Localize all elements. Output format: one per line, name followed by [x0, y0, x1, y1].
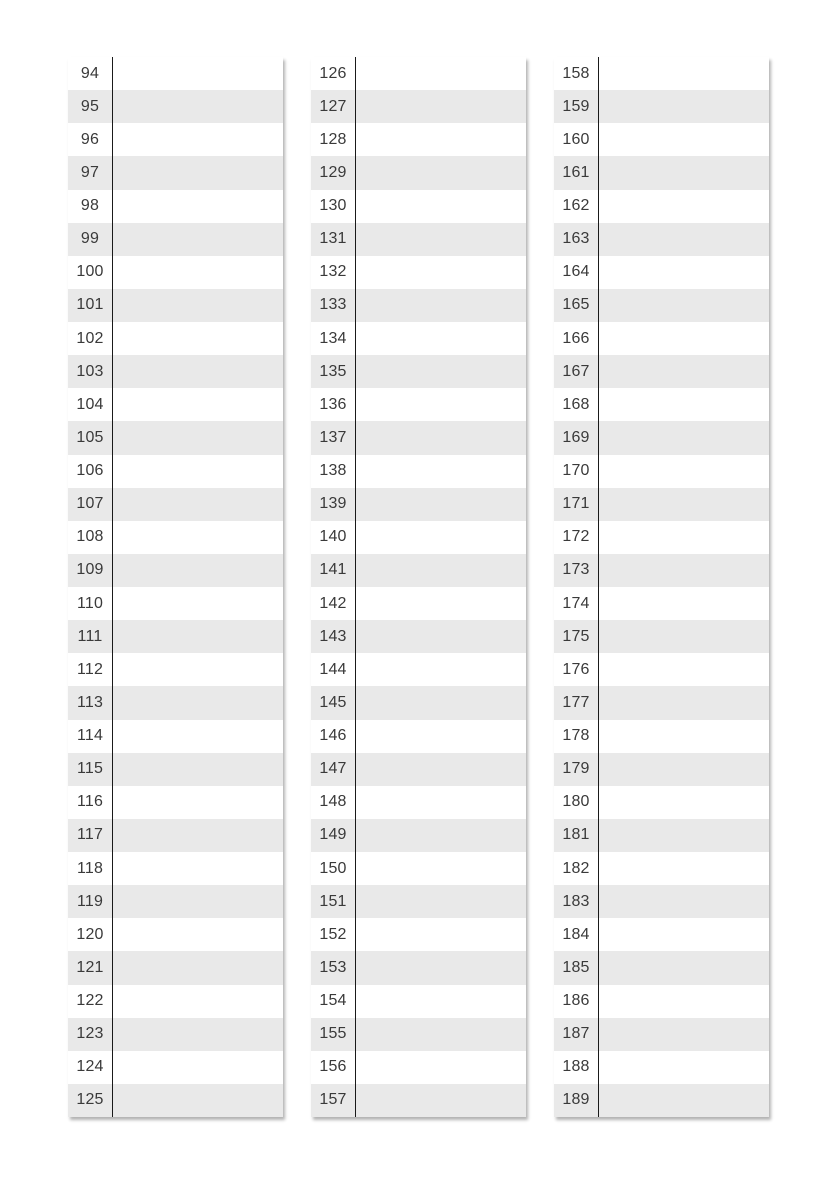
- list-row: [554, 256, 769, 289]
- row-number: 168: [562, 395, 590, 413]
- entry-field[interactable]: [355, 1051, 526, 1084]
- list-row: [311, 918, 526, 951]
- entry-field[interactable]: [355, 289, 526, 322]
- row-number: 184: [562, 925, 590, 943]
- entry-field[interactable]: [112, 653, 283, 686]
- row-number: 102: [76, 329, 104, 347]
- entry-field[interactable]: [355, 620, 526, 653]
- list-row: [311, 488, 526, 521]
- row-number: 109: [76, 561, 104, 579]
- row-list: [554, 57, 769, 1117]
- row-number: 164: [562, 263, 590, 281]
- entry-field[interactable]: [112, 852, 283, 885]
- list-row: [68, 720, 283, 753]
- row-number: 177: [562, 693, 590, 711]
- list-row: [311, 190, 526, 223]
- list-row: [68, 1018, 283, 1051]
- row-number: 169: [562, 428, 590, 446]
- list-row: [68, 355, 283, 388]
- entry-field[interactable]: [598, 223, 769, 256]
- list-row: [68, 223, 283, 256]
- row-number: 154: [319, 992, 347, 1010]
- row-number: 136: [319, 395, 347, 413]
- list-row: [311, 256, 526, 289]
- entry-field[interactable]: [355, 521, 526, 554]
- entry-field[interactable]: [112, 587, 283, 620]
- entry-field[interactable]: [112, 1018, 283, 1051]
- list-row: [311, 951, 526, 984]
- list-row: [68, 256, 283, 289]
- row-number: 157: [319, 1091, 347, 1109]
- list-row: [554, 985, 769, 1018]
- entry-field[interactable]: [355, 156, 526, 189]
- entry-field[interactable]: [355, 1084, 526, 1117]
- row-number: 134: [319, 329, 347, 347]
- row-number: 161: [562, 163, 590, 181]
- entry-field[interactable]: [598, 256, 769, 289]
- row-number: 122: [76, 992, 104, 1010]
- list-row: [554, 322, 769, 355]
- entry-field[interactable]: [355, 753, 526, 786]
- list-row: [68, 819, 283, 852]
- list-row: [554, 455, 769, 488]
- list-row: [311, 57, 526, 90]
- entry-field[interactable]: [598, 388, 769, 421]
- list-row: [311, 1051, 526, 1084]
- row-number: 181: [562, 826, 590, 844]
- row-number: 133: [319, 296, 347, 314]
- list-row: [554, 57, 769, 90]
- entry-field[interactable]: [112, 885, 283, 918]
- row-number: 127: [319, 97, 347, 115]
- list-row: [554, 951, 769, 984]
- row-number: 130: [319, 197, 347, 215]
- entry-field[interactable]: [355, 322, 526, 355]
- list-row: [68, 1084, 283, 1117]
- entry-field[interactable]: [598, 1018, 769, 1051]
- entry-field[interactable]: [355, 223, 526, 256]
- entry-field[interactable]: [355, 985, 526, 1018]
- row-number: 129: [319, 163, 347, 181]
- entry-field[interactable]: [355, 653, 526, 686]
- row-number: 182: [562, 859, 590, 877]
- row-number: 186: [562, 992, 590, 1010]
- entry-field[interactable]: [598, 521, 769, 554]
- entry-field[interactable]: [355, 455, 526, 488]
- entry-field[interactable]: [355, 918, 526, 951]
- row-number: 175: [562, 627, 590, 645]
- entry-field[interactable]: [355, 421, 526, 454]
- entry-field[interactable]: [355, 554, 526, 587]
- row-number: 117: [76, 826, 104, 844]
- list-row: [311, 554, 526, 587]
- list-row: [311, 322, 526, 355]
- entry-field[interactable]: [355, 123, 526, 156]
- list-row: [68, 620, 283, 653]
- row-number: 110: [76, 594, 104, 612]
- entry-field[interactable]: [598, 289, 769, 322]
- list-row: [554, 421, 769, 454]
- list-row: [68, 587, 283, 620]
- entry-field[interactable]: [598, 786, 769, 819]
- row-number: 126: [319, 64, 347, 82]
- list-row: [68, 156, 283, 189]
- list-row: [68, 289, 283, 322]
- row-number: 189: [562, 1091, 590, 1109]
- entry-field[interactable]: [355, 852, 526, 885]
- entry-field[interactable]: [355, 190, 526, 223]
- entry-field[interactable]: [355, 786, 526, 819]
- list-row: [311, 355, 526, 388]
- column-divider: [355, 57, 356, 1117]
- list-row: [68, 852, 283, 885]
- row-number: 178: [562, 727, 590, 745]
- list-row: [311, 620, 526, 653]
- row-number: 179: [562, 760, 590, 778]
- list-row: [311, 786, 526, 819]
- list-row: [554, 720, 769, 753]
- entry-field[interactable]: [112, 223, 283, 256]
- entry-field[interactable]: [598, 190, 769, 223]
- row-number: 158: [562, 64, 590, 82]
- row-number: 187: [562, 1025, 590, 1043]
- entry-field[interactable]: [112, 322, 283, 355]
- row-number: 114: [76, 727, 104, 745]
- entry-field[interactable]: [112, 1084, 283, 1117]
- row-number: 124: [76, 1058, 104, 1076]
- entry-field[interactable]: [112, 753, 283, 786]
- entry-field[interactable]: [598, 57, 769, 90]
- row-number: 120: [76, 925, 104, 943]
- list-row: [554, 223, 769, 256]
- list-row: [68, 951, 283, 984]
- entry-field[interactable]: [112, 720, 283, 753]
- entry-field[interactable]: [598, 819, 769, 852]
- list-row: [554, 1018, 769, 1051]
- row-number: 98: [80, 197, 100, 215]
- row-number: 144: [319, 660, 347, 678]
- entry-field[interactable]: [598, 620, 769, 653]
- numbered-column-2: [311, 57, 526, 1117]
- numbered-column-1: [68, 57, 283, 1117]
- list-row: [554, 686, 769, 719]
- row-number: 185: [562, 958, 590, 976]
- list-row: [554, 852, 769, 885]
- list-row: [311, 388, 526, 421]
- row-number: 160: [562, 130, 590, 148]
- list-row: [554, 521, 769, 554]
- row-number: 145: [319, 693, 347, 711]
- numbered-column-3: [554, 57, 769, 1117]
- row-number: 173: [562, 561, 590, 579]
- entry-field[interactable]: [598, 455, 769, 488]
- row-number: 131: [319, 230, 347, 248]
- row-number: 167: [562, 362, 590, 380]
- list-row: [311, 156, 526, 189]
- list-row: [68, 57, 283, 90]
- row-number: 125: [76, 1091, 104, 1109]
- row-number: 106: [76, 462, 104, 480]
- list-row: [68, 388, 283, 421]
- row-number: 137: [319, 428, 347, 446]
- row-number: 149: [319, 826, 347, 844]
- row-number: 118: [76, 859, 104, 877]
- row-number: 112: [76, 660, 104, 678]
- entry-field[interactable]: [112, 488, 283, 521]
- entry-field[interactable]: [112, 190, 283, 223]
- entry-field[interactable]: [112, 819, 283, 852]
- entry-field[interactable]: [355, 488, 526, 521]
- row-number: 143: [319, 627, 347, 645]
- row-number: 176: [562, 660, 590, 678]
- entry-field[interactable]: [112, 388, 283, 421]
- list-row: [554, 819, 769, 852]
- entry-field[interactable]: [598, 355, 769, 388]
- entry-field[interactable]: [355, 686, 526, 719]
- list-row: [554, 918, 769, 951]
- list-row: [68, 554, 283, 587]
- list-row: [554, 587, 769, 620]
- row-number: 155: [319, 1025, 347, 1043]
- list-row: [68, 123, 283, 156]
- entry-field[interactable]: [112, 355, 283, 388]
- row-number: 171: [562, 495, 590, 513]
- list-row: [68, 653, 283, 686]
- entry-field[interactable]: [355, 57, 526, 90]
- list-row: [68, 521, 283, 554]
- entry-field[interactable]: [355, 951, 526, 984]
- entry-field[interactable]: [355, 355, 526, 388]
- row-list: [311, 57, 526, 1117]
- list-row: [68, 918, 283, 951]
- column-divider: [598, 57, 599, 1117]
- list-row: [68, 488, 283, 521]
- entry-field[interactable]: [598, 720, 769, 753]
- entry-field[interactable]: [112, 256, 283, 289]
- entry-field[interactable]: [598, 1051, 769, 1084]
- row-number: 147: [319, 760, 347, 778]
- entry-field[interactable]: [112, 985, 283, 1018]
- row-number: 162: [562, 197, 590, 215]
- entry-field[interactable]: [598, 686, 769, 719]
- entry-field[interactable]: [112, 786, 283, 819]
- list-row: [311, 521, 526, 554]
- list-row: [311, 753, 526, 786]
- list-row: [554, 190, 769, 223]
- entry-field[interactable]: [598, 587, 769, 620]
- row-number: 165: [562, 296, 590, 314]
- list-row: [554, 885, 769, 918]
- row-number: 113: [76, 693, 104, 711]
- entry-field[interactable]: [598, 918, 769, 951]
- row-number: 119: [76, 892, 104, 910]
- list-row: [68, 1051, 283, 1084]
- list-row: [311, 852, 526, 885]
- entry-field[interactable]: [598, 852, 769, 885]
- list-row: [311, 123, 526, 156]
- row-number: 159: [562, 97, 590, 115]
- list-row: [554, 653, 769, 686]
- row-number: 183: [562, 892, 590, 910]
- entry-field[interactable]: [598, 985, 769, 1018]
- entry-field[interactable]: [598, 753, 769, 786]
- list-row: [554, 123, 769, 156]
- entry-field[interactable]: [112, 156, 283, 189]
- list-row: [68, 90, 283, 123]
- entry-field[interactable]: [112, 951, 283, 984]
- row-number: 135: [319, 362, 347, 380]
- row-number: 99: [80, 230, 100, 248]
- entry-field[interactable]: [112, 521, 283, 554]
- row-number: 146: [319, 727, 347, 745]
- entry-field[interactable]: [112, 90, 283, 123]
- list-row: [554, 488, 769, 521]
- row-number: 153: [319, 958, 347, 976]
- list-row: [311, 720, 526, 753]
- row-number: 138: [319, 462, 347, 480]
- list-row: [68, 985, 283, 1018]
- entry-field[interactable]: [112, 455, 283, 488]
- entry-field[interactable]: [598, 156, 769, 189]
- row-number: 140: [319, 528, 347, 546]
- row-number: 101: [76, 296, 104, 314]
- list-row: [68, 455, 283, 488]
- row-number: 156: [319, 1058, 347, 1076]
- row-number: 166: [562, 329, 590, 347]
- row-list: [68, 57, 283, 1117]
- entry-field[interactable]: [112, 918, 283, 951]
- row-number: 105: [76, 428, 104, 446]
- entry-field[interactable]: [598, 653, 769, 686]
- list-row: [311, 885, 526, 918]
- list-row: [311, 289, 526, 322]
- list-row: [554, 786, 769, 819]
- row-number: 139: [319, 495, 347, 513]
- row-number: 150: [319, 859, 347, 877]
- row-number: 141: [319, 561, 347, 579]
- row-number: 128: [319, 130, 347, 148]
- list-row: [68, 686, 283, 719]
- list-row: [311, 985, 526, 1018]
- list-row: [554, 753, 769, 786]
- row-number: 116: [76, 793, 104, 811]
- row-number: 95: [80, 97, 100, 115]
- row-number: 163: [562, 230, 590, 248]
- row-number: 100: [76, 263, 104, 281]
- entry-field[interactable]: [598, 951, 769, 984]
- entry-field[interactable]: [112, 1051, 283, 1084]
- row-number: 123: [76, 1025, 104, 1043]
- list-row: [311, 90, 526, 123]
- row-number: 172: [562, 528, 590, 546]
- entry-field[interactable]: [598, 421, 769, 454]
- row-number: 148: [319, 793, 347, 811]
- entry-field[interactable]: [598, 554, 769, 587]
- row-number: 174: [562, 594, 590, 612]
- entry-field[interactable]: [112, 554, 283, 587]
- row-number: 97: [80, 163, 100, 181]
- entry-field[interactable]: [598, 488, 769, 521]
- row-number: 94: [80, 64, 100, 82]
- row-number: 142: [319, 594, 347, 612]
- list-row: [68, 322, 283, 355]
- column-divider: [112, 57, 113, 1117]
- entry-field[interactable]: [355, 90, 526, 123]
- entry-field[interactable]: [355, 256, 526, 289]
- entry-field[interactable]: [598, 123, 769, 156]
- entry-field[interactable]: [355, 720, 526, 753]
- row-number: 151: [319, 892, 347, 910]
- list-row: [68, 885, 283, 918]
- list-row: [554, 355, 769, 388]
- entry-field[interactable]: [598, 885, 769, 918]
- entry-field[interactable]: [112, 289, 283, 322]
- entry-field[interactable]: [112, 57, 283, 90]
- entry-field[interactable]: [112, 686, 283, 719]
- list-row: [554, 156, 769, 189]
- list-row: [311, 223, 526, 256]
- entry-field[interactable]: [112, 123, 283, 156]
- list-row: [311, 587, 526, 620]
- entry-field[interactable]: [598, 90, 769, 123]
- list-row: [554, 554, 769, 587]
- list-row: [68, 421, 283, 454]
- list-row: [554, 620, 769, 653]
- row-number: 132: [319, 263, 347, 281]
- row-number: 104: [76, 395, 104, 413]
- list-row: [311, 1018, 526, 1051]
- entry-field[interactable]: [355, 388, 526, 421]
- entry-field[interactable]: [355, 1018, 526, 1051]
- list-row: [554, 1051, 769, 1084]
- row-number: 96: [80, 130, 100, 148]
- list-row: [554, 388, 769, 421]
- entry-field[interactable]: [112, 620, 283, 653]
- list-row: [554, 1084, 769, 1117]
- entry-field[interactable]: [355, 587, 526, 620]
- row-number: 103: [76, 362, 104, 380]
- entry-field[interactable]: [598, 322, 769, 355]
- list-row: [554, 289, 769, 322]
- list-row: [311, 421, 526, 454]
- row-number: 107: [76, 495, 104, 513]
- entry-field[interactable]: [598, 1084, 769, 1117]
- row-number: 111: [77, 627, 103, 645]
- row-number: 180: [562, 793, 590, 811]
- list-row: [68, 753, 283, 786]
- row-number: 188: [562, 1058, 590, 1076]
- list-row: [311, 686, 526, 719]
- list-row: [311, 1084, 526, 1117]
- list-row: [68, 190, 283, 223]
- list-row: [554, 90, 769, 123]
- row-number: 121: [76, 958, 104, 976]
- list-row: [311, 455, 526, 488]
- row-number: 152: [319, 925, 347, 943]
- list-row: [311, 819, 526, 852]
- list-row: [311, 653, 526, 686]
- entry-field[interactable]: [355, 885, 526, 918]
- row-number: 108: [76, 528, 104, 546]
- list-row: [68, 786, 283, 819]
- row-number: 170: [562, 462, 590, 480]
- entry-field[interactable]: [112, 421, 283, 454]
- entry-field[interactable]: [355, 819, 526, 852]
- row-number: 115: [76, 760, 104, 778]
